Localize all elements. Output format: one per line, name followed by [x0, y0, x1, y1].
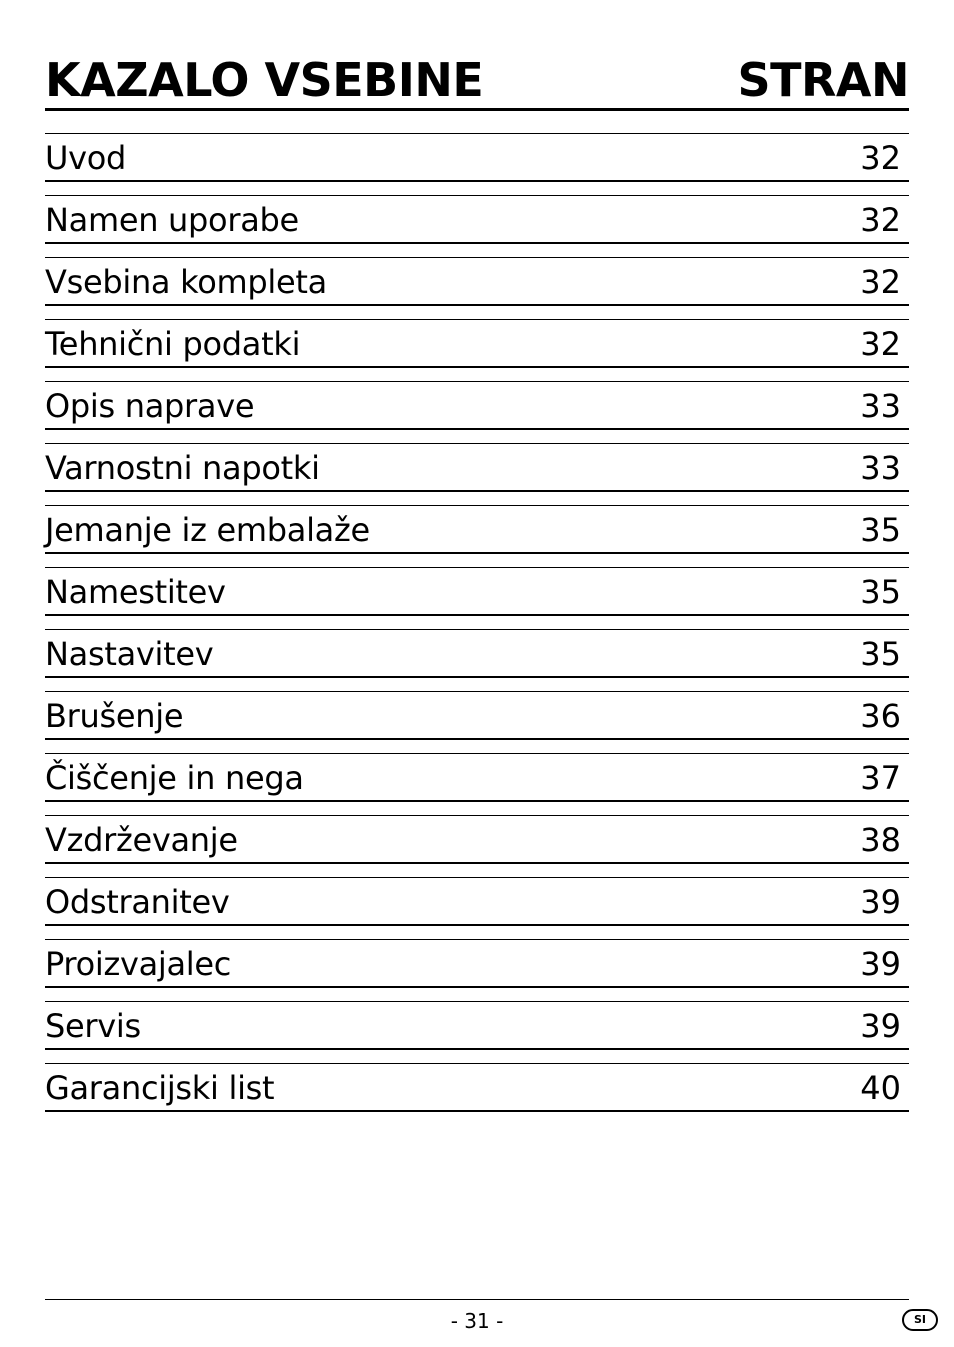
toc-row[interactable] — [45, 443, 909, 492]
toc-entry-title: Varnostni napotki — [45, 449, 320, 487]
toc-entry-title: Namen uporabe — [45, 201, 299, 239]
toc-row[interactable] — [45, 1001, 909, 1050]
document-page — [45, 0, 926, 1347]
toc-entry-page: 39 — [860, 883, 901, 921]
toc-entry-title: Namestitev — [45, 573, 226, 611]
toc-header — [45, 50, 909, 111]
toc-entry-page: 35 — [860, 573, 901, 611]
toc-entry-page: 39 — [860, 945, 901, 983]
toc-entry-page: 32 — [860, 263, 901, 301]
toc-row[interactable] — [45, 133, 909, 182]
toc-row[interactable] — [45, 195, 909, 244]
toc-entry-title: Garancijski list — [45, 1069, 275, 1107]
toc-entry-title: Nastavitev — [45, 635, 214, 673]
toc-entry-title: Tehnični podatki — [45, 325, 301, 363]
toc-entry-page: 35 — [860, 635, 901, 673]
toc-entry-title: Odstranitev — [45, 883, 230, 921]
toc-row[interactable] — [45, 1063, 909, 1112]
toc-row[interactable] — [45, 753, 909, 802]
toc-row[interactable] — [45, 815, 909, 864]
toc-row[interactable] — [45, 319, 909, 368]
toc-row[interactable] — [45, 257, 909, 306]
toc-entry-page: 33 — [860, 387, 901, 425]
toc-entry-title: Brušenje — [45, 697, 184, 735]
toc-entry-page: 33 — [860, 449, 901, 487]
toc-entry-title: Čiščenje in nega — [45, 759, 304, 797]
toc-row[interactable] — [45, 939, 909, 988]
toc-entry-page: 38 — [860, 821, 901, 859]
toc-entry-page: 40 — [860, 1069, 901, 1107]
toc-entry-title: Jemanje iz embalaže — [45, 511, 370, 549]
toc-entry-page: 32 — [860, 201, 901, 239]
toc-entry-page: 36 — [860, 697, 901, 735]
page-column-heading: STRAN — [737, 53, 909, 107]
toc-title: KAZALO VSEBINE — [45, 53, 484, 107]
toc-entry-page: 39 — [860, 1007, 901, 1045]
page-number: - 31 - — [450, 1309, 504, 1333]
toc-entry-title: Vsebina kompleta — [45, 263, 327, 301]
toc-row[interactable] — [45, 505, 909, 554]
toc-entry-title: Opis naprave — [45, 387, 255, 425]
toc-row[interactable] — [45, 567, 909, 616]
toc-entry-title: Vzdrževanje — [45, 821, 238, 859]
toc-entry-title: Servis — [45, 1007, 141, 1045]
toc-row[interactable] — [45, 691, 909, 740]
toc-entry-page: 32 — [860, 325, 901, 363]
toc-entry-title: Proizvajalec — [45, 945, 232, 983]
toc-row[interactable] — [45, 629, 909, 678]
toc-entry-page: 37 — [860, 759, 901, 797]
footer-divider — [45, 1299, 909, 1300]
toc-entry-page: 32 — [860, 139, 901, 177]
table-of-contents — [45, 133, 909, 1125]
toc-row[interactable] — [45, 877, 909, 926]
toc-entry-title: Uvod — [45, 139, 127, 177]
toc-row[interactable] — [45, 381, 909, 430]
toc-entry-page: 35 — [860, 511, 901, 549]
language-badge: SI — [902, 1309, 938, 1331]
